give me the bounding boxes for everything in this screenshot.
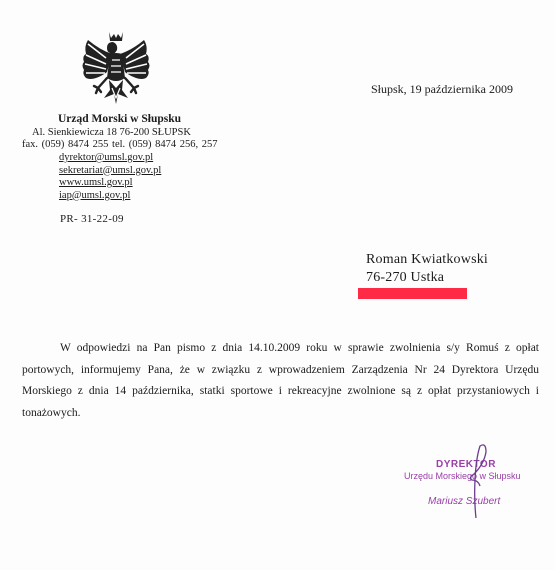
place-and-date: Słupsk, 19 października 2009: [371, 82, 513, 96]
organization-name: Urząd Morski w Słupsku: [58, 113, 182, 125]
handwritten-signature-icon: [456, 440, 496, 520]
stamp-title: DYREKTOR: [436, 459, 496, 470]
email-link-dyrektor[interactable]: dyrektor@umsl.gov.pl: [59, 152, 154, 163]
website-link[interactable]: www.umsl.gov.pl: [59, 177, 133, 188]
letter-body: [22, 338, 539, 424]
email-link-sekretariat[interactable]: sekretariat@umsl.gov.pl: [59, 164, 162, 176]
reference-number: PR- 31-22-09: [60, 213, 124, 225]
email-link-iap[interactable]: iap@umsl.gov.pl: [59, 189, 131, 201]
recipient-name: Roman Kwiatkowski: [366, 252, 489, 267]
stamp-office: Urzędu Morskiego w Słupsku: [404, 471, 521, 481]
contact-links: [59, 152, 161, 202]
organization-phones: fax. (059) 8474 255 tel. (059) 8474 256, 257: [22, 139, 218, 150]
body-paragraph: W odpowiedzi na Pan pismo z dnia 14.10.2009 roku w sprawie zwolnienia s/y Romuś z opłat portowych, informujemy Pana, że w związku z wprowadzeniem Zarządzenia Nr 24 Dyrektora Urzędu Morskiego z dnia 14 października, statki sportowe i rekreacyjne zwolnione są z opłat przystaniowych i tonażowych.: [22, 342, 539, 419]
recipient-block: [366, 251, 488, 287]
polish-white-eagle-emblem-icon: [76, 28, 156, 112]
organization-address: Al. Sienkiewicza 18 76-200 SŁUPSK: [32, 127, 191, 138]
recipient-address: 76-270 Ustka: [366, 270, 445, 285]
redaction-bar: [358, 288, 467, 299]
stamp-signatory: Mariusz Szubert: [428, 496, 501, 507]
